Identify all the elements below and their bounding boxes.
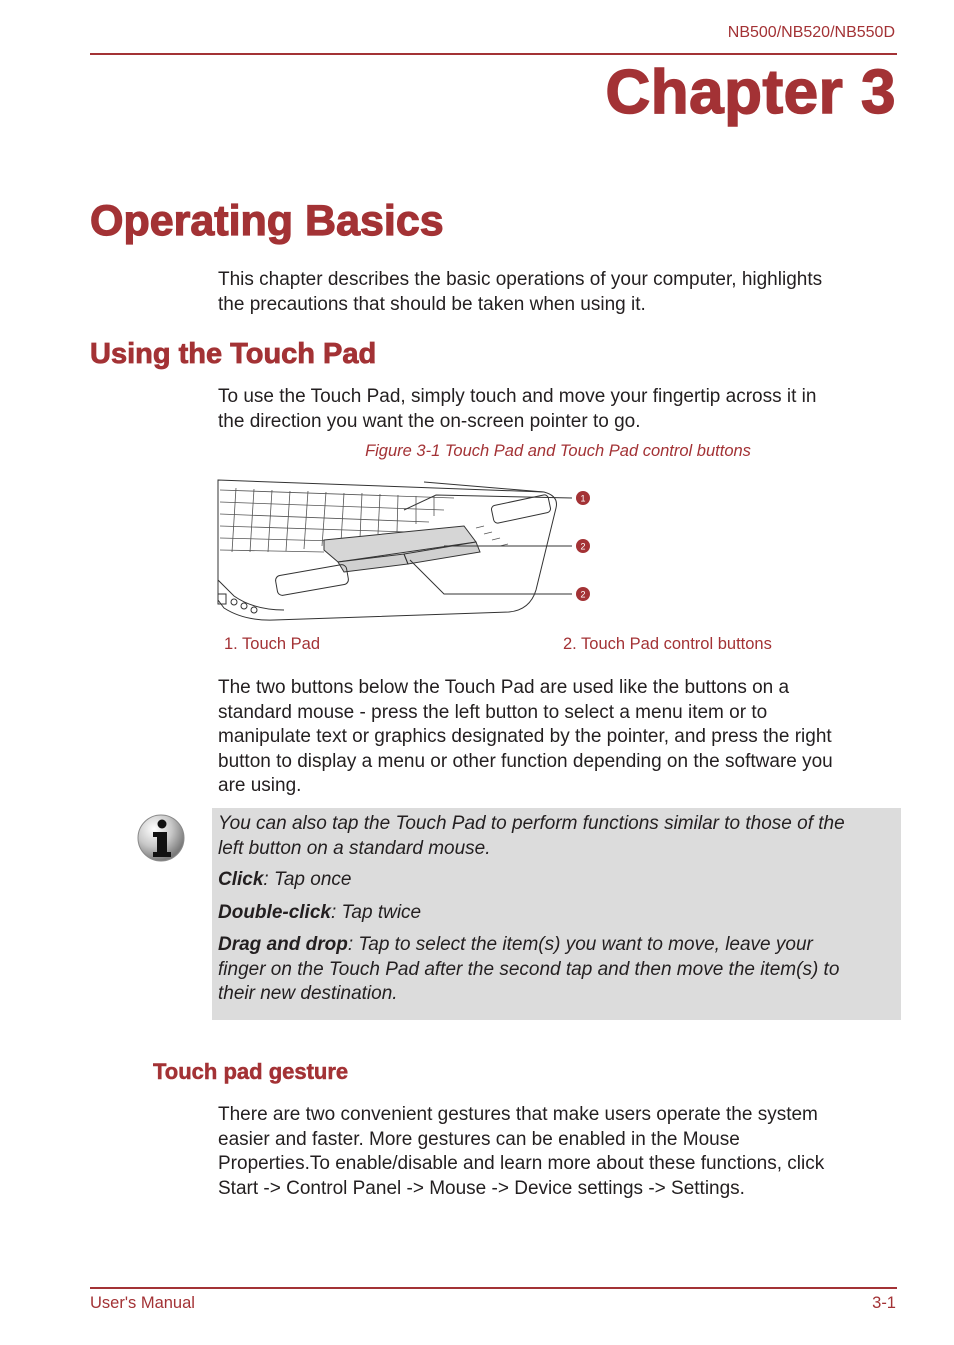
figure-legend-item: 1. Touch Pad	[224, 635, 321, 653]
callout-markers	[576, 491, 590, 601]
chapter-label: Chapter 3	[605, 58, 896, 127]
note-click	[218, 868, 898, 893]
paragraph-line: Properties.To enable/disable and learn more about these functions, click	[218, 1153, 825, 1174]
note-line: finger on the Touch Pad after the second tap and then move the item(s) to	[218, 958, 840, 980]
paragraph-line: the direction you want the on-screen pointer to go.	[218, 410, 641, 432]
paragraph-line: button to display a menu or other function depending on the software you	[218, 750, 833, 772]
paragraph-line: To use the Touch Pad, simply touch and move your fingertip across it in	[218, 386, 817, 407]
note-desc: : Tap once	[263, 869, 352, 890]
section-heading: Using the Touch Pad	[90, 338, 377, 370]
intro-paragraph	[218, 268, 898, 317]
touch-pad-figure	[214, 470, 594, 625]
indicator-lights	[476, 526, 508, 546]
footer-manual-label: User's Manual	[90, 1294, 195, 1312]
status-strip	[424, 482, 544, 492]
note-desc: : Tap to select the item(s) you want to move, leave your	[347, 934, 813, 955]
paragraph-line: There are two convenient gestures that make users operate the system	[218, 1104, 818, 1125]
note-term: Click	[218, 869, 264, 890]
figure-caption: Figure 3-1 Touch Pad and Touch Pad control buttons	[365, 442, 751, 460]
note-drag-and-drop	[218, 933, 898, 1007]
intro-line: the precautions that should be taken when using it.	[218, 293, 646, 315]
note-intro	[218, 812, 898, 861]
header-model: NB500/NB520/NB550D	[727, 24, 895, 41]
right-panel	[491, 494, 551, 524]
note-term: Double-click	[218, 902, 331, 923]
callout-number: 1	[580, 493, 586, 504]
buttons-paragraph	[218, 676, 898, 799]
leader-line-3	[410, 560, 572, 594]
note-term: Drag and drop	[218, 934, 348, 955]
paragraph-line: manipulate text or graphics designated by the pointer, and press the right	[218, 726, 832, 747]
subsection-heading: Touch pad gesture	[153, 1059, 349, 1084]
figure-legend-item: 2. Touch Pad control buttons	[563, 635, 772, 653]
note-desc: : Tap twice	[330, 902, 422, 923]
gesture-paragraph	[218, 1103, 898, 1201]
laptop-front-edge	[218, 580, 284, 610]
note-line: You can also tap the Touch Pad to perform functions similar to those of the	[218, 813, 845, 834]
note-double-click	[218, 901, 898, 926]
footer-page-number: 3-1	[872, 1294, 896, 1312]
note-box	[212, 808, 901, 1020]
callout-number: 2	[580, 541, 586, 552]
note-line: left button on a standard mouse.	[218, 837, 491, 859]
callout-number: 2	[580, 589, 586, 600]
note-line: their new destination.	[218, 983, 398, 1004]
paragraph-line: easier and faster. More gestures can be enabled in the Mouse	[218, 1128, 740, 1150]
section-paragraph	[218, 385, 898, 434]
paragraph-line: Start -> Control Panel -> Mouse -> Device settings -> Settings.	[218, 1177, 745, 1199]
side-ports	[218, 594, 257, 613]
intro-line: This chapter describes the basic operations of your computer, highlights	[218, 269, 823, 290]
palm-rest-grille	[275, 564, 349, 596]
header-rule	[90, 53, 897, 55]
footer-rule	[90, 1287, 897, 1289]
paragraph-line: The two buttons below the Touch Pad are used like the buttons on a	[218, 677, 790, 698]
info-icon	[136, 813, 186, 863]
page-title: Operating Basics	[90, 197, 444, 245]
paragraph-line: standard mouse - press the left button to select a menu item or to	[218, 701, 768, 723]
paragraph-line: are using.	[218, 775, 302, 796]
